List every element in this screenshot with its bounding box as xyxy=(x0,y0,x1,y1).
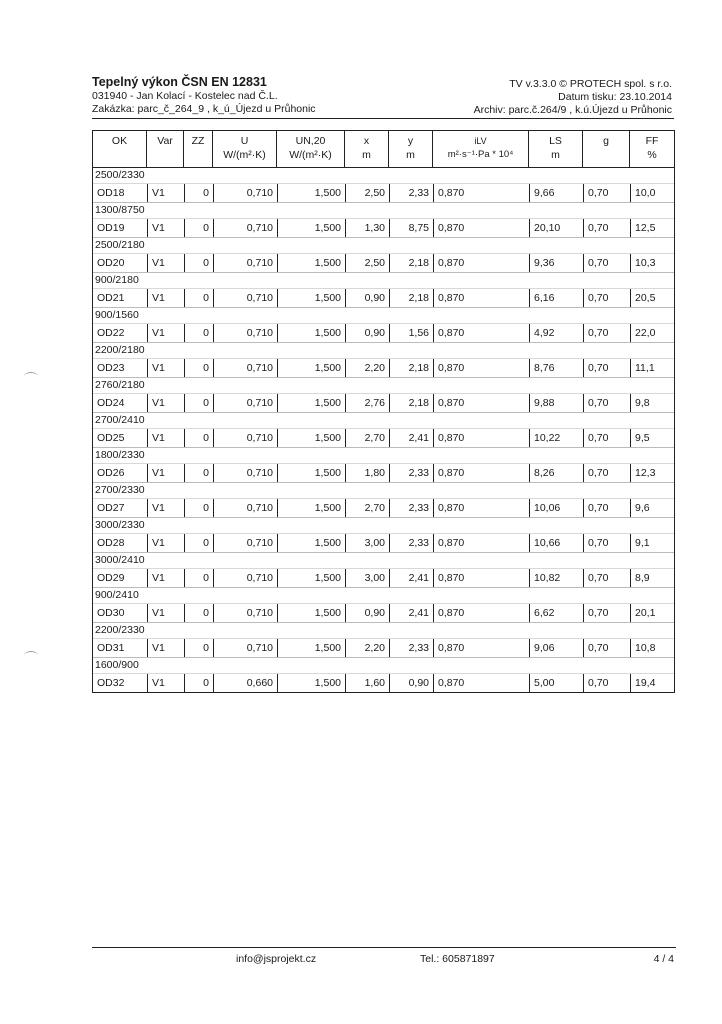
cell-un: 1,500 xyxy=(277,569,345,587)
table-row xyxy=(93,289,674,308)
cell-ilv: 0,870 xyxy=(433,464,529,482)
group-label: 2200/2330 xyxy=(93,623,674,639)
cell-un: 1,500 xyxy=(277,254,345,272)
group-label: 1800/2330 xyxy=(93,448,674,464)
cell-un: 1,500 xyxy=(277,289,345,307)
cell-ilv: 0,870 xyxy=(433,499,529,517)
cell-y: 2,41 xyxy=(389,569,433,587)
col-un-label: UN,20 xyxy=(295,135,326,147)
cell-zz: 0 xyxy=(184,534,213,552)
table-row xyxy=(93,639,674,658)
col-var xyxy=(147,131,184,167)
cell-ilv: 0,870 xyxy=(433,394,529,412)
cell-y: 2,18 xyxy=(389,359,433,377)
cell-var: V1 xyxy=(147,674,184,692)
col-x xyxy=(345,131,389,167)
heat-output-table xyxy=(92,130,675,693)
cell-ilv: 0,870 xyxy=(433,604,529,622)
table-body xyxy=(93,168,674,692)
cell-u: 0,710 xyxy=(213,289,277,307)
cell-u: 0,710 xyxy=(213,324,277,342)
cell-ok: OD24 xyxy=(97,397,125,409)
cell-ok: OD28 xyxy=(97,537,125,549)
cell-ff: 8,9 xyxy=(630,569,674,587)
print-date: Datum tisku: 23.10.2014 xyxy=(558,91,672,103)
cell-un: 1,500 xyxy=(277,324,345,342)
cell-g: 0,70 xyxy=(583,429,630,447)
cell-ok: OD18 xyxy=(97,187,125,199)
table-row xyxy=(93,324,674,343)
cell-un: 1,500 xyxy=(277,604,345,622)
col-x-label: x xyxy=(363,135,370,147)
cell-u: 0,660 xyxy=(213,674,277,692)
cell-ok: OD30 xyxy=(97,607,125,619)
cell-var: V1 xyxy=(147,499,184,517)
cell-zz: 0 xyxy=(184,184,213,202)
table-row xyxy=(93,184,674,203)
cell-ok: OD27 xyxy=(97,502,125,514)
cell-zz: 0 xyxy=(184,464,213,482)
cell-var: V1 xyxy=(147,254,184,272)
table-row xyxy=(93,219,674,238)
col-ilv-label: iLV xyxy=(474,136,487,146)
cell-ls: 9,88 xyxy=(529,394,583,412)
cell-ff: 19,4 xyxy=(630,674,674,692)
cell-ilv: 0,870 xyxy=(433,674,529,692)
cell-y: 2,18 xyxy=(389,254,433,272)
table-row xyxy=(93,394,674,413)
col-ok xyxy=(93,131,147,167)
cell-y: 8,75 xyxy=(389,219,433,237)
cell-ok: OD22 xyxy=(97,327,125,339)
cell-x: 1,60 xyxy=(345,674,389,692)
cell-y: 2,41 xyxy=(389,429,433,447)
cell-zz: 0 xyxy=(184,219,213,237)
cell-ls: 10,06 xyxy=(529,499,583,517)
group-label: 900/2180 xyxy=(93,273,674,289)
document-title: Tepelný výkon ČSN EN 12831 xyxy=(92,75,267,89)
cell-ls: 20,10 xyxy=(529,219,583,237)
cell-zz: 0 xyxy=(184,429,213,447)
cell-y: 2,33 xyxy=(389,534,433,552)
cell-g: 0,70 xyxy=(583,569,630,587)
cell-un: 1,500 xyxy=(277,219,345,237)
cell-ff: 10,0 xyxy=(630,184,674,202)
footer-page-number: 4 / 4 xyxy=(653,953,674,965)
cell-zz: 0 xyxy=(184,254,213,272)
cell-g: 0,70 xyxy=(583,254,630,272)
cell-var: V1 xyxy=(147,534,184,552)
cell-g: 0,70 xyxy=(583,604,630,622)
cell-ls: 8,76 xyxy=(529,359,583,377)
col-y-unit: m xyxy=(406,149,415,161)
cell-y: 2,33 xyxy=(389,639,433,657)
cell-x: 0,90 xyxy=(345,324,389,342)
cell-zz: 0 xyxy=(184,394,213,412)
col-zz xyxy=(184,131,213,167)
footer-rule xyxy=(92,947,676,948)
table-row xyxy=(93,359,674,378)
header-rule xyxy=(92,118,674,119)
cell-var: V1 xyxy=(147,324,184,342)
col-un xyxy=(277,131,345,167)
group-label: 2760/2180 xyxy=(93,378,674,394)
cell-g: 0,70 xyxy=(583,184,630,202)
cell-ok: OD20 xyxy=(97,257,125,269)
col-ff-unit: % xyxy=(647,149,657,161)
cell-var: V1 xyxy=(147,639,184,657)
cell-u: 0,710 xyxy=(213,604,277,622)
cell-u: 0,710 xyxy=(213,394,277,412)
col-un-unit: W/(m²·K) xyxy=(289,149,332,161)
cell-g: 0,70 xyxy=(583,289,630,307)
group-label: 1300/8750 xyxy=(93,203,674,219)
cell-var: V1 xyxy=(147,569,184,587)
col-ls-unit: m xyxy=(551,149,560,161)
table-row xyxy=(93,674,674,692)
cell-x: 1,30 xyxy=(345,219,389,237)
cell-var: V1 xyxy=(147,219,184,237)
cell-ls: 8,26 xyxy=(529,464,583,482)
table-row xyxy=(93,604,674,623)
cell-y: 2,18 xyxy=(389,394,433,412)
cell-ls: 5,00 xyxy=(529,674,583,692)
cell-ls: 10,82 xyxy=(529,569,583,587)
cell-ff: 20,1 xyxy=(630,604,674,622)
table-row xyxy=(93,569,674,588)
cell-ok: OD32 xyxy=(97,677,125,689)
table-row xyxy=(93,534,674,553)
group-label: 2700/2330 xyxy=(93,483,674,499)
cell-u: 0,710 xyxy=(213,569,277,587)
cell-x: 1,80 xyxy=(345,464,389,482)
cell-ok: OD19 xyxy=(97,222,125,234)
cell-zz: 0 xyxy=(184,324,213,342)
cell-var: V1 xyxy=(147,359,184,377)
col-u xyxy=(213,131,277,167)
cell-x: 2,50 xyxy=(345,254,389,272)
order-line: Zakázka: parc_č_264_9 , k_ú_Újezd u Průhonic xyxy=(92,103,316,115)
cell-ilv: 0,870 xyxy=(433,534,529,552)
cell-un: 1,500 xyxy=(277,674,345,692)
cell-y: 1,56 xyxy=(389,324,433,342)
cell-x: 2,20 xyxy=(345,359,389,377)
group-label: 2500/2180 xyxy=(93,238,674,254)
cell-zz: 0 xyxy=(184,289,213,307)
cell-x: 2,20 xyxy=(345,639,389,657)
footer-phone: Tel.: 605871897 xyxy=(420,953,495,965)
cell-ff: 20,5 xyxy=(630,289,674,307)
archive-line: Archiv: parc.č.264/9 , k.ú.Újezd u Průhonic xyxy=(473,104,672,116)
cell-ff: 22,0 xyxy=(630,324,674,342)
cell-ls: 9,06 xyxy=(529,639,583,657)
cell-ilv: 0,870 xyxy=(433,359,529,377)
cell-ok: OD23 xyxy=(97,362,125,374)
cell-ok: OD29 xyxy=(97,572,125,584)
col-ilv-unit: m²·s⁻¹·Pa * 10⁴ xyxy=(447,149,514,160)
cell-var: V1 xyxy=(147,289,184,307)
cell-u: 0,710 xyxy=(213,499,277,517)
client-line: 031940 - Jan Kolací - Kostelec nad Č.L. xyxy=(92,90,278,102)
cell-u: 0,710 xyxy=(213,359,277,377)
cell-g: 0,70 xyxy=(583,394,630,412)
cell-ilv: 0,870 xyxy=(433,569,529,587)
cell-ff: 9,5 xyxy=(630,429,674,447)
cell-x: 2,76 xyxy=(345,394,389,412)
cell-g: 0,70 xyxy=(583,639,630,657)
cell-y: 2,18 xyxy=(389,289,433,307)
cell-ls: 10,66 xyxy=(529,534,583,552)
cell-zz: 0 xyxy=(184,569,213,587)
cell-ilv: 0,870 xyxy=(433,289,529,307)
cell-ff: 10,3 xyxy=(630,254,674,272)
cell-u: 0,710 xyxy=(213,219,277,237)
col-u-label: U xyxy=(240,135,249,147)
cell-un: 1,500 xyxy=(277,184,345,202)
cell-y: 2,33 xyxy=(389,499,433,517)
cell-var: V1 xyxy=(147,184,184,202)
cell-un: 1,500 xyxy=(277,639,345,657)
cell-zz: 0 xyxy=(184,499,213,517)
col-ls xyxy=(529,131,583,167)
cell-ls: 6,16 xyxy=(529,289,583,307)
cell-ls: 4,92 xyxy=(529,324,583,342)
footer-email: info@jsprojekt.cz xyxy=(236,953,317,965)
col-y-label: y xyxy=(407,135,414,147)
cell-zz: 0 xyxy=(184,359,213,377)
cell-g: 0,70 xyxy=(583,464,630,482)
cell-ff: 9,8 xyxy=(630,394,674,412)
cell-ff: 9,6 xyxy=(630,499,674,517)
cell-g: 0,70 xyxy=(583,219,630,237)
group-label: 3000/2330 xyxy=(93,518,674,534)
cell-var: V1 xyxy=(147,464,184,482)
cell-ilv: 0,870 xyxy=(433,219,529,237)
cell-x: 0,90 xyxy=(345,289,389,307)
cell-un: 1,500 xyxy=(277,534,345,552)
table-row xyxy=(93,429,674,448)
cell-g: 0,70 xyxy=(583,324,630,342)
cell-ff: 9,1 xyxy=(630,534,674,552)
group-label: 2200/2180 xyxy=(93,343,674,359)
cell-ilv: 0,870 xyxy=(433,429,529,447)
cell-zz: 0 xyxy=(184,674,213,692)
cell-u: 0,710 xyxy=(213,184,277,202)
cell-x: 0,90 xyxy=(345,604,389,622)
cell-var: V1 xyxy=(147,429,184,447)
col-zz-label: ZZ xyxy=(191,135,205,147)
cell-ilv: 0,870 xyxy=(433,184,529,202)
col-var-label: Var xyxy=(157,135,173,147)
cell-x: 3,00 xyxy=(345,534,389,552)
group-label: 900/1560 xyxy=(93,308,674,324)
table-row xyxy=(93,499,674,518)
col-g xyxy=(583,131,630,167)
col-ls-label: LS xyxy=(549,135,562,147)
group-label: 900/2410 xyxy=(93,588,674,604)
cell-x: 2,70 xyxy=(345,429,389,447)
cell-y: 2,33 xyxy=(389,464,433,482)
cell-ls: 6,62 xyxy=(529,604,583,622)
cell-x: 2,70 xyxy=(345,499,389,517)
cell-g: 0,70 xyxy=(583,359,630,377)
software-line: TV v.3.3.0 © PROTECH spol. s r.o. xyxy=(509,78,672,90)
cell-u: 0,710 xyxy=(213,639,277,657)
cell-u: 0,710 xyxy=(213,464,277,482)
col-ff xyxy=(630,131,674,167)
cell-g: 0,70 xyxy=(583,674,630,692)
col-ff-label: FF xyxy=(645,135,659,147)
cell-u: 0,710 xyxy=(213,254,277,272)
cell-ok: OD31 xyxy=(97,642,125,654)
cell-ok: OD21 xyxy=(97,292,125,304)
cell-ilv: 0,870 xyxy=(433,639,529,657)
cell-u: 0,710 xyxy=(213,534,277,552)
cell-ilv: 0,870 xyxy=(433,254,529,272)
cell-y: 0,90 xyxy=(389,674,433,692)
margin-mark xyxy=(24,651,38,660)
cell-y: 2,33 xyxy=(389,184,433,202)
cell-u: 0,710 xyxy=(213,429,277,447)
table-header xyxy=(93,131,674,168)
cell-un: 1,500 xyxy=(277,499,345,517)
cell-zz: 0 xyxy=(184,639,213,657)
cell-un: 1,500 xyxy=(277,394,345,412)
cell-un: 1,500 xyxy=(277,429,345,447)
cell-ok: OD26 xyxy=(97,467,125,479)
cell-ff: 12,3 xyxy=(630,464,674,482)
cell-ls: 9,36 xyxy=(529,254,583,272)
cell-ff: 12,5 xyxy=(630,219,674,237)
col-ok-label: OK xyxy=(111,135,128,147)
cell-ilv: 0,870 xyxy=(433,324,529,342)
cell-y: 2,41 xyxy=(389,604,433,622)
col-u-unit: W/(m²·K) xyxy=(223,149,266,161)
group-label: 1600/900 xyxy=(93,658,674,674)
cell-ls: 10,22 xyxy=(529,429,583,447)
table-row xyxy=(93,254,674,273)
col-ilv xyxy=(433,131,529,167)
col-y xyxy=(389,131,433,167)
cell-ls: 9,66 xyxy=(529,184,583,202)
group-label: 2500/2330 xyxy=(93,168,674,184)
cell-ok: OD25 xyxy=(97,432,125,444)
cell-ff: 11,1 xyxy=(630,359,674,377)
cell-g: 0,70 xyxy=(583,534,630,552)
table-row xyxy=(93,464,674,483)
cell-g: 0,70 xyxy=(583,499,630,517)
col-g-label: g xyxy=(603,135,609,147)
cell-un: 1,500 xyxy=(277,359,345,377)
cell-x: 3,00 xyxy=(345,569,389,587)
cell-x: 2,50 xyxy=(345,184,389,202)
cell-zz: 0 xyxy=(184,604,213,622)
cell-ff: 10,8 xyxy=(630,639,674,657)
col-x-unit: m xyxy=(362,149,371,161)
cell-var: V1 xyxy=(147,604,184,622)
group-label: 3000/2410 xyxy=(93,553,674,569)
margin-mark xyxy=(24,372,38,381)
cell-var: V1 xyxy=(147,394,184,412)
cell-un: 1,500 xyxy=(277,464,345,482)
group-label: 2700/2410 xyxy=(93,413,674,429)
